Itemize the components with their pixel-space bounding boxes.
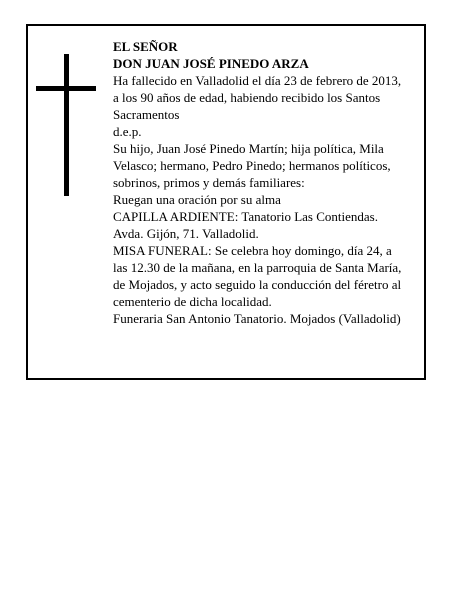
- funeral-mass-info: [113, 242, 423, 310]
- mass-line: MISA FUNERAL: Se celebra hoy domingo, día 24, a: [113, 243, 392, 258]
- deceased-name: DON JUAN JOSÉ PINEDO ARZA: [113, 56, 309, 71]
- notice-title: EL SEÑOR: [113, 39, 178, 54]
- funeral-home: Funeraria San Antonio Tanatorio. Mojados (Valladolid): [113, 311, 401, 326]
- death-line: a los 90 años de edad, habiendo recibido los Santos: [113, 90, 381, 105]
- family-line: Velasco; hermano, Pedro Pinedo; hermanos políticos,: [113, 158, 391, 173]
- mass-line: de Mojados, y acto seguido la conducción del féretro al: [113, 277, 402, 292]
- chapel-info: [113, 208, 423, 242]
- cross-horizontal-bar: [36, 86, 96, 91]
- family-list: [113, 140, 423, 191]
- cross-icon: [36, 54, 96, 196]
- chapel-line: CAPILLA ARDIENTE: Tanatorio Las Contiendas.: [113, 209, 378, 224]
- family-line: sobrinos, primos y demás familiares:: [113, 175, 305, 190]
- death-announcement: [113, 72, 423, 123]
- death-line: Sacramentos: [113, 107, 180, 122]
- prayer-request: Ruegan una oración por su alma: [113, 192, 281, 207]
- death-line: Ha fallecido en Valladolid el día 23 de febrero de 2013,: [113, 73, 402, 88]
- obituary-text: [113, 38, 423, 327]
- cross-vertical-bar: [64, 54, 69, 196]
- mass-line: las 12.30 de la mañana, en la parroquia de Santa María,: [113, 260, 402, 275]
- rip-text: d.e.p.: [113, 124, 142, 139]
- mass-line: cementerio de dicha localidad.: [113, 294, 272, 309]
- family-line: Su hijo, Juan José Pinedo Martín; hija política, Mila: [113, 141, 384, 156]
- chapel-line: Avda. Gijón, 71. Valladolid.: [113, 226, 259, 241]
